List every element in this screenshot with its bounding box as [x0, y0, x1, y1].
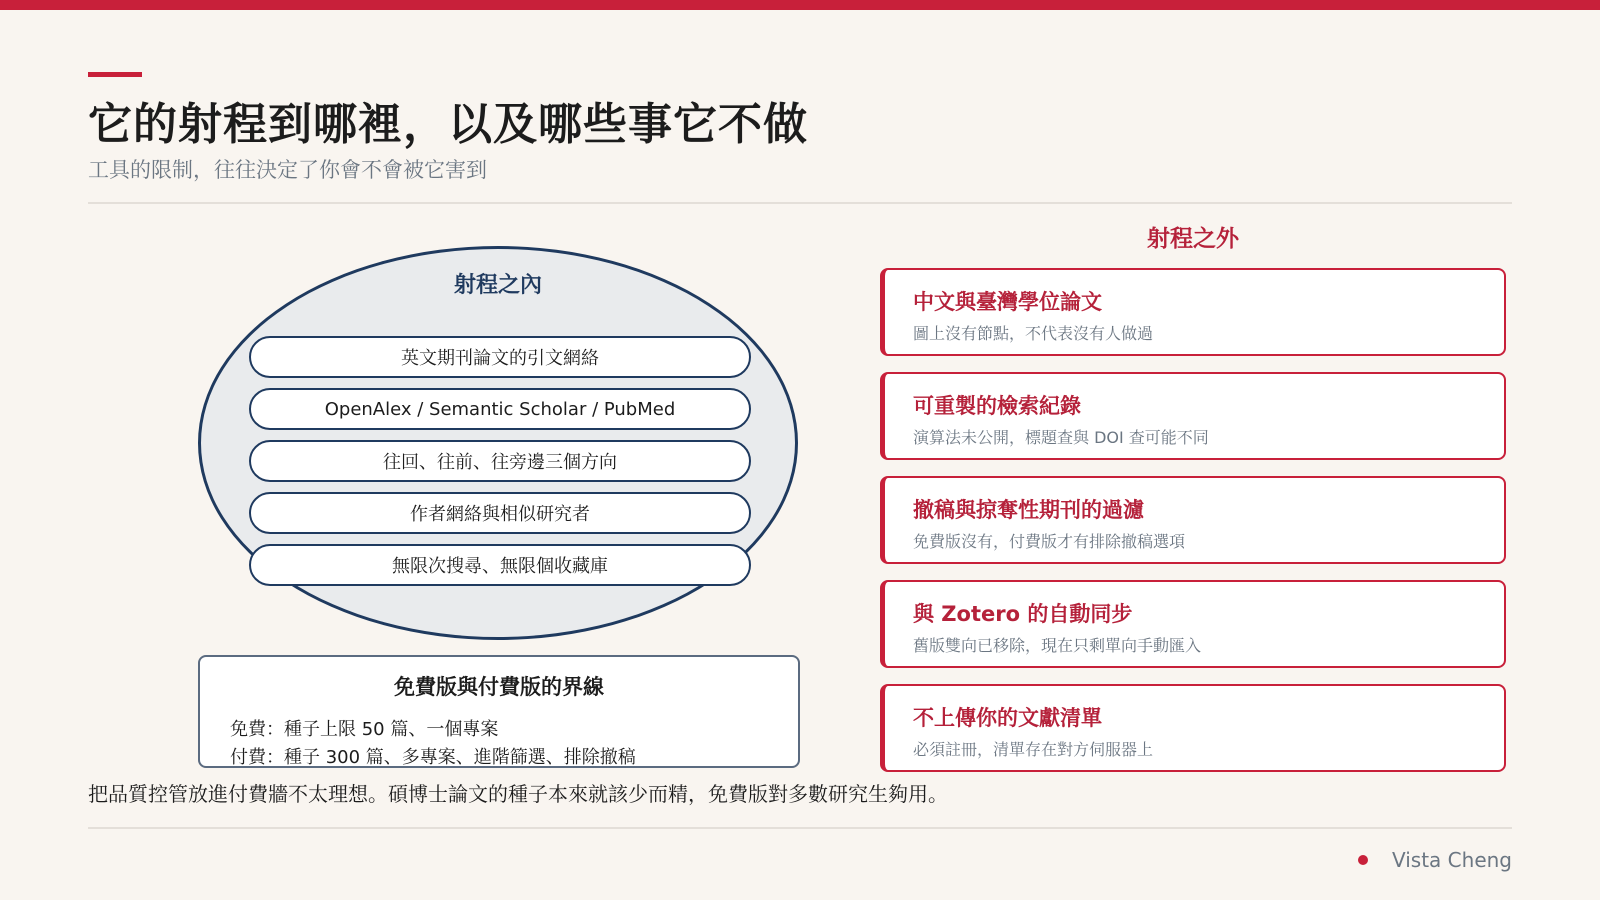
title-accent-line [88, 72, 142, 77]
inside-item: 往回、往前、往旁邊三個方向 [249, 440, 751, 482]
outside-card-desc: 舊版雙向已移除，現在只剩單向手動匯入 [913, 636, 1202, 655]
outside-card-title: 中文與臺灣學位論文 [913, 290, 1102, 314]
inside-item: OpenAlex / Semantic Scholar / PubMed [249, 388, 751, 430]
outside-card [880, 372, 1506, 460]
outside-card [880, 476, 1506, 564]
outside-card-desc: 免費版沒有，付費版才有排除撤稿選項 [913, 532, 1186, 551]
tier-comparison-box [198, 655, 800, 768]
outside-range-title: 射程之外 [1147, 226, 1239, 252]
header-divider [88, 202, 1512, 204]
author-name: Vista Cheng [1392, 848, 1512, 872]
bullet-dot-icon [1358, 855, 1368, 865]
outside-card [880, 580, 1506, 668]
outside-card-desc: 演算法未公開，標題查與 DOI 查可能不同 [913, 428, 1209, 447]
top-accent-bar [0, 0, 1600, 10]
outside-card [880, 268, 1506, 356]
inside-item: 英文期刊論文的引文網絡 [249, 336, 751, 378]
footer [1358, 848, 1512, 872]
footer-divider [88, 827, 1512, 829]
outside-card-title: 撤稿與掠奪性期刊的過濾 [913, 498, 1144, 522]
outside-card-desc: 必須註冊，清單存在對方伺服器上 [913, 740, 1154, 759]
page-title: 它的射程到哪裡，以及哪些事它不做 [88, 99, 808, 150]
inside-item: 無限次搜尋、無限個收藏庫 [249, 544, 751, 586]
outside-card-title: 不上傳你的文獻清單 [913, 706, 1102, 730]
tier-title: 免費版與付費版的界線 [394, 675, 604, 699]
inside-item: 作者網絡與相似研究者 [249, 492, 751, 534]
outside-card-desc: 圖上沒有節點，不代表沒有人做過 [913, 324, 1154, 343]
outside-card-title: 與 Zotero 的自動同步 [913, 602, 1133, 626]
bottom-note: 把品質控管放進付費牆不太理想。碩博士論文的種子本來就該少而精，免費版對多數研究生夠用。 [88, 782, 948, 806]
free-tier-line: 免費：種子上限 50 篇、一個專案 [230, 719, 499, 740]
outside-card-title: 可重製的檢索紀錄 [913, 394, 1081, 418]
page-subtitle: 工具的限制，往往決定了你會不會被它害到 [88, 158, 487, 182]
outside-card [880, 684, 1506, 772]
inside-range-title: 射程之內 [453, 273, 542, 298]
paid-tier-line: 付費：種子 300 篇、多專案、進階篩選、排除撤稿 [230, 747, 636, 768]
